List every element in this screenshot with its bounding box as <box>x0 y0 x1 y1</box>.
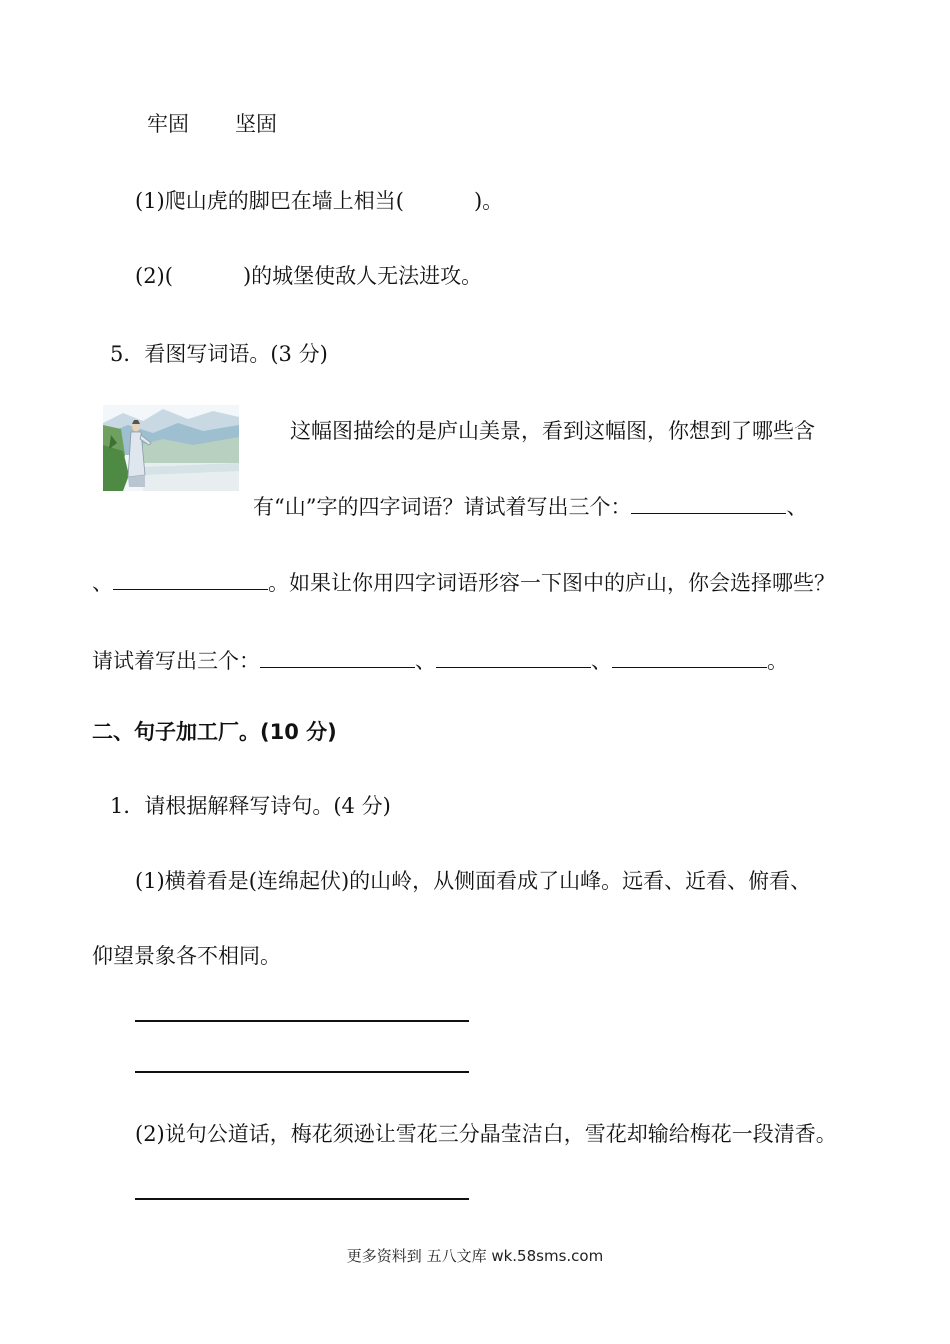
q5-text-line-1: 这幅图描绘的是庐山美景，看到这幅图，你想到了哪些含 <box>290 419 815 443</box>
answer-line-3[interactable] <box>135 1198 469 1200</box>
q5-line4-sep-2: 、 <box>591 649 612 673</box>
q4-s1-post: )。 <box>473 189 504 213</box>
answer-blank-lushan-2[interactable] <box>436 649 591 668</box>
q5-line4-sep-1: 、 <box>415 649 436 673</box>
word-choice-jiangu: 坚固 <box>235 112 277 136</box>
lushan-illustration <box>103 405 239 491</box>
answer-line-1[interactable] <box>135 1020 469 1022</box>
q5-line3-text: 。如果让你用四字词语形容一下图中的庐山，你会选择哪些？ <box>268 571 835 595</box>
q5-text-line-3 <box>92 567 835 597</box>
answer-blank-lushan-3[interactable] <box>612 649 767 668</box>
q5-title: 5．看图写词语。(3 分) <box>110 342 328 366</box>
answer-blank-shan-1[interactable] <box>631 495 786 514</box>
q4-sentence-1 <box>135 185 503 215</box>
answer-blank-shan-2[interactable] <box>113 571 268 590</box>
s2-q1-sentence-2: (2)说句公道话，梅花须逊让雪花三分晶莹洁白，雪花却输给梅花一段清香。 <box>135 1122 837 1146</box>
s2-q1-sentence-1-line-1: (1)横着看是(连绵起伏)的山岭，从侧面看成了山峰。远看、近看、俯看、 <box>135 869 812 893</box>
answer-blank-lushan-1[interactable] <box>260 649 415 668</box>
q4-s2-post: )的城堡使敌人无法进攻。 <box>242 264 483 288</box>
q4-s2-pre: (2)( <box>135 264 173 288</box>
section-2-title: 二、句子加工厂。(10 分) <box>92 720 337 744</box>
q4-s1-pre: (1)爬山虎的脚巴在墙上相当( <box>135 189 404 213</box>
s2-q1-title: 1．请根据解释写诗句。(4 分) <box>110 794 391 818</box>
answer-line-2[interactable] <box>135 1071 469 1073</box>
q5-line4-end: 。 <box>767 649 788 673</box>
s2-q1-sentence-1-line-2: 仰望景象各不相同。 <box>92 944 281 968</box>
q5-line2-sep: 、 <box>786 495 808 519</box>
q5-text-line-2 <box>253 491 807 521</box>
q5-line4-text: 请试着写出三个： <box>92 649 260 673</box>
q4-sentence-2 <box>135 260 482 290</box>
word-choice-laogu: 牢固 <box>147 112 189 136</box>
q5-text-line-4 <box>92 645 788 675</box>
q5-line3-sep: 、 <box>92 571 113 595</box>
footer-watermark: 更多资料到 五八文库 wk.58sms.com <box>346 1247 604 1265</box>
q5-line2-text: 有“山”字的四字词语？请试着写出三个： <box>253 495 632 519</box>
